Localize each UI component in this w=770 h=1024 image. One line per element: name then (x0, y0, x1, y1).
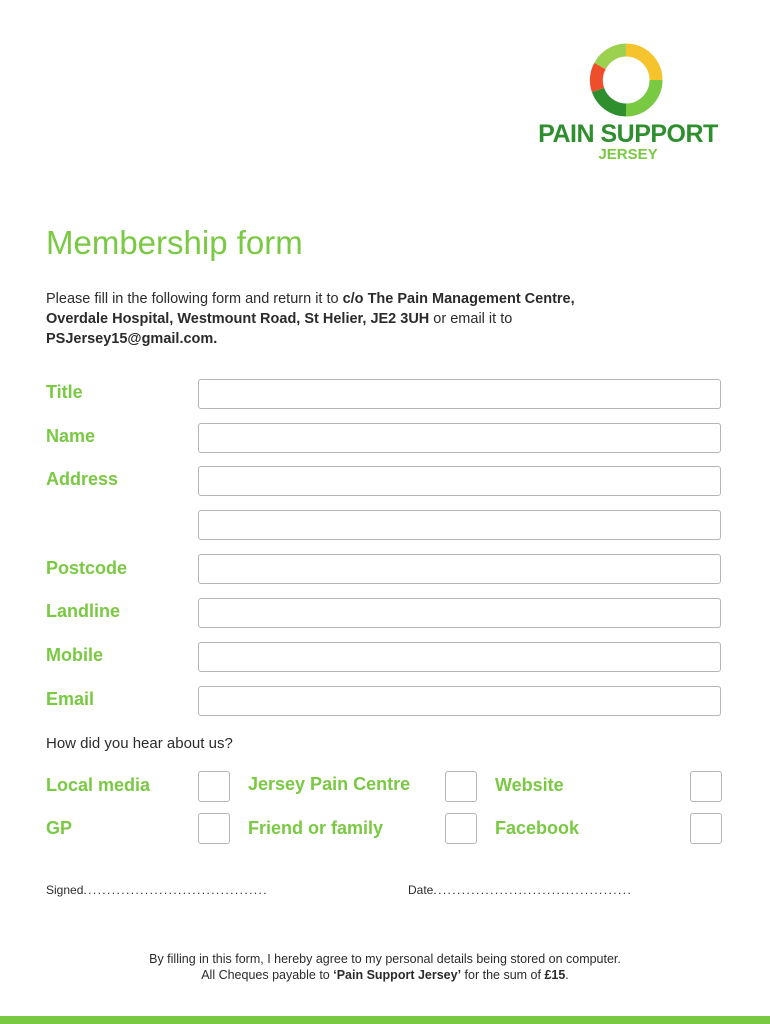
mobile-field[interactable] (198, 642, 721, 672)
footer-green-bar (0, 1016, 770, 1024)
form-title: Membership form (46, 224, 303, 261)
logo-subtitle: JERSEY (598, 146, 658, 163)
logo-title: PAIN SUPPORT (538, 120, 718, 148)
jersey-pain-centre-label: Jersey Pain Centre (248, 774, 411, 794)
signed-label: Signed (46, 883, 84, 897)
intro-email: PSJersey15@gmail.com. (46, 331, 218, 347)
cheque-amount: £15 (544, 968, 566, 982)
postcode-label: Postcode (46, 558, 128, 578)
website-label: Website (495, 775, 564, 795)
name-field[interactable] (198, 423, 721, 453)
facebook-checkbox[interactable] (690, 813, 722, 844)
consent-footer (0, 951, 770, 983)
intro-text-part: or email it to (429, 311, 513, 327)
logo-ring-icon (586, 40, 666, 120)
gp-label: GP (46, 818, 73, 838)
email-field[interactable] (198, 686, 721, 716)
address-field-line2[interactable] (198, 510, 721, 540)
friend-or-family-checkbox[interactable] (445, 813, 477, 844)
hear-about-us-question: How did you hear about us? (46, 735, 233, 752)
landline-label: Landline (46, 601, 121, 621)
signed-dots: ....................................... (83, 883, 269, 897)
title-field[interactable] (198, 379, 721, 409)
postcode-field[interactable] (198, 554, 721, 584)
consent-text: By filling in this form, I hereby agree to my personal details being stored on computer. (149, 952, 621, 966)
intro-text (46, 289, 686, 349)
cheque-text-part: . (565, 968, 569, 982)
email-label: Email (46, 689, 95, 709)
intro-address-line2: Overdale Hospital, Westmount Road, St Helier, JE2 3UH (46, 311, 430, 327)
signed-line[interactable] (46, 883, 268, 897)
intro-address-line1: c/o The Pain Management Centre, (342, 291, 575, 307)
cheque-text (0, 967, 770, 983)
intro-text-part: Please fill in the following form and return it to (46, 291, 343, 307)
landline-field[interactable] (198, 598, 721, 628)
local-media-checkbox[interactable] (198, 771, 230, 802)
cheque-payee: ‘Pain Support Jersey’ (333, 968, 462, 982)
address-field-line1[interactable] (198, 466, 721, 496)
date-label: Date (408, 883, 434, 897)
mobile-label: Mobile (46, 645, 103, 665)
gp-checkbox[interactable] (198, 813, 230, 844)
pain-support-jersey-logo (520, 40, 730, 170)
local-media-label: Local media (46, 775, 151, 795)
cheque-text-part: All Cheques payable to (201, 968, 334, 982)
jersey-pain-centre-checkbox[interactable] (445, 771, 477, 802)
cheque-text-part: for the sum of (461, 968, 545, 982)
address-label: Address (46, 469, 119, 489)
friend-or-family-label: Friend or family (248, 818, 384, 838)
website-checkbox[interactable] (690, 771, 722, 802)
date-dots: .......................................... (433, 883, 633, 897)
date-line[interactable] (408, 883, 632, 897)
facebook-label: Facebook (495, 818, 580, 838)
title-label: Title (46, 382, 83, 402)
name-label: Name (46, 426, 96, 446)
